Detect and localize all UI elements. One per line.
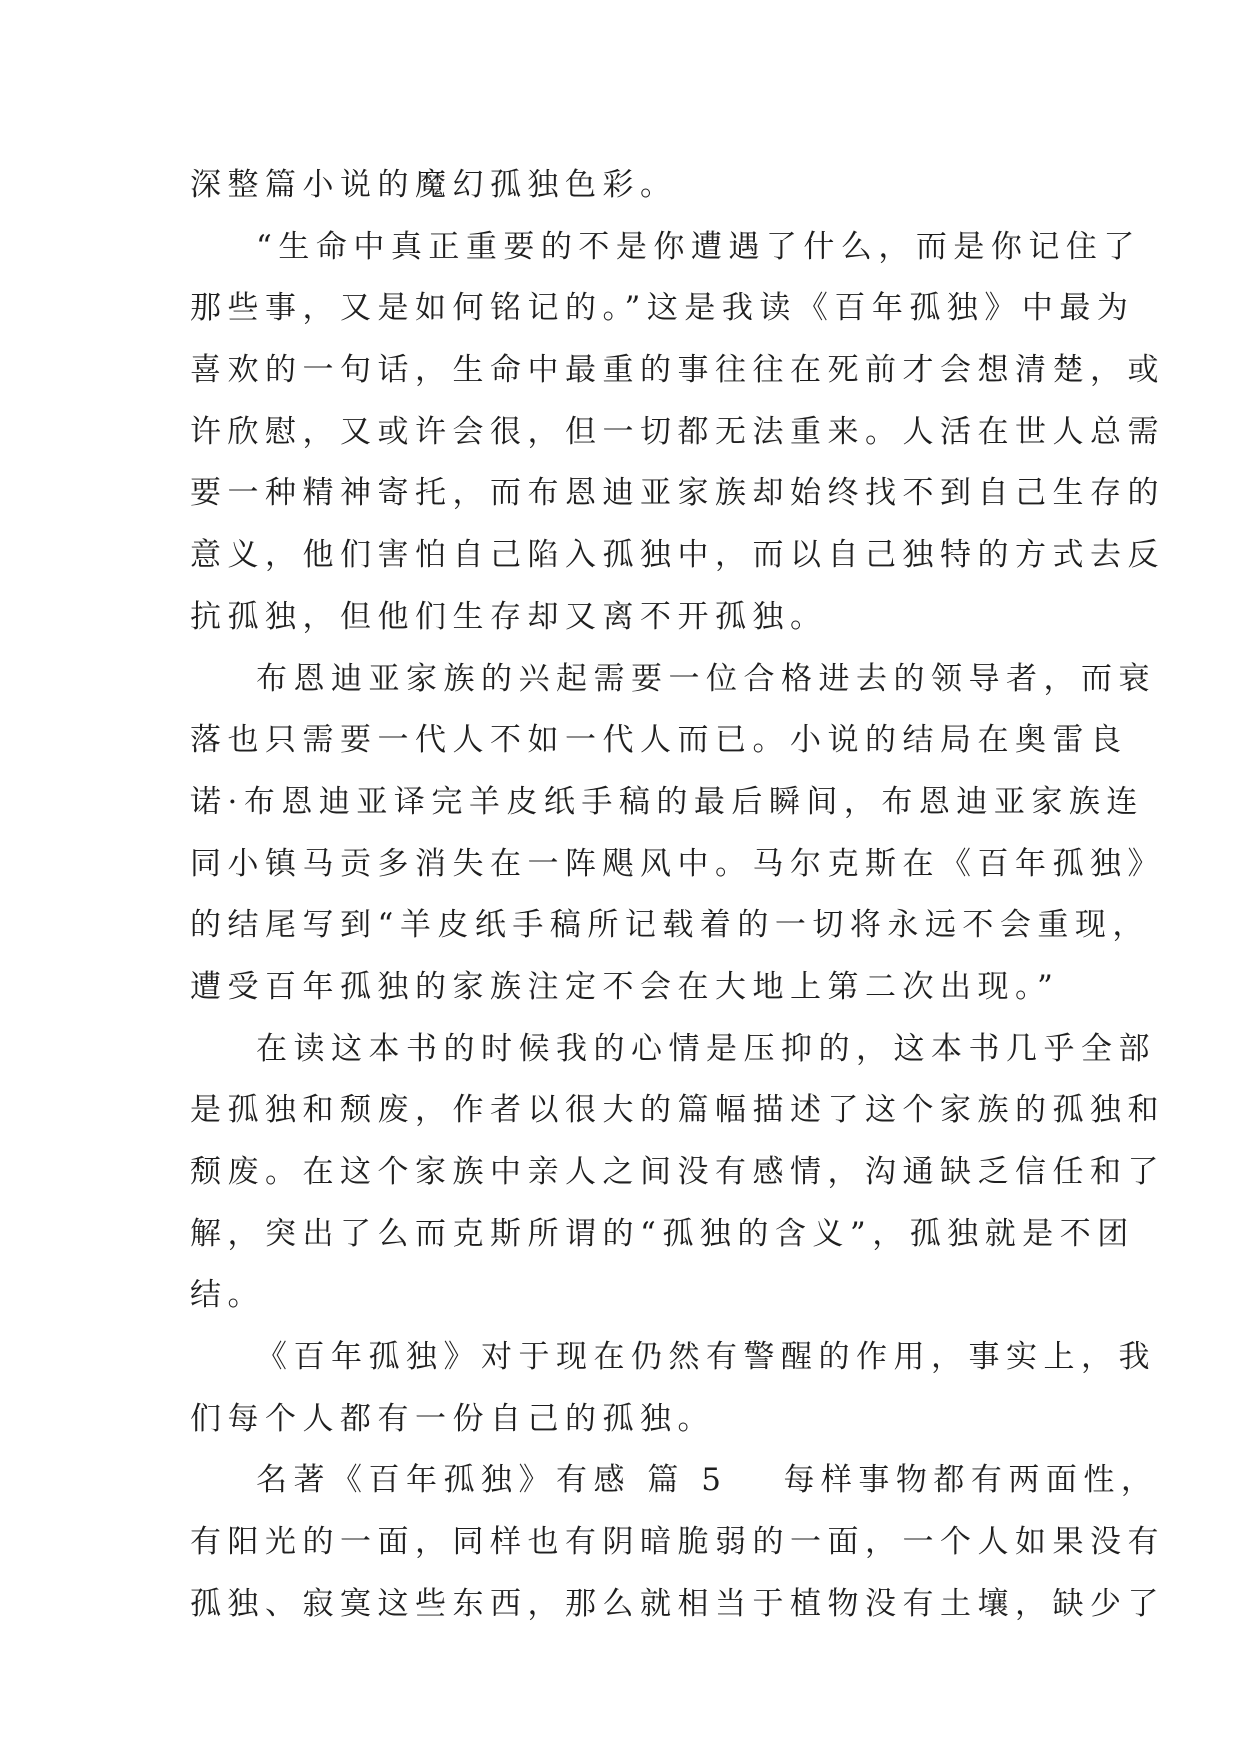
text-line: 解，突出了么而克斯所谓的“孤独的含义”，孤独就是不团 [190, 1215, 1135, 1252]
text-line: 在读这本书的时候我的心情是压抑的，这本书几乎全部 [256, 1030, 1156, 1067]
document-body [190, 155, 1165, 1636]
text-line: 深整篇小说的魔幻孤独色彩。 [190, 167, 678, 203]
text-line: 喜欢的一句话，生命中最重的事往往在死前才会想清楚，或 [190, 352, 1165, 389]
text-line: 许欣慰，又或许会很，但一切都无法重来。人活在世人总需 [190, 413, 1165, 450]
text-line: 同小镇马贡多消失在一阵飓风中。马尔克斯在《百年孤独》 [190, 845, 1165, 882]
text-line: 们每个人都有一份自己的孤独。 [190, 1400, 715, 1437]
text-line: 遭受百年孤独的家族注定不会在大地上第二次出现。” [190, 968, 1060, 1005]
text-line: 意义，他们害怕自己陷入孤独中，而以自己独特的方式去反 [190, 537, 1165, 574]
text-line: 布恩迪亚家族的兴起需要一位合格进去的领导者，而衰 [256, 660, 1156, 697]
text-line: 诺·布恩迪亚译完羊皮纸手稿的最后瞬间，布恩迪亚家族连 [190, 783, 1144, 820]
text-line: 《百年孤独》对于现在仍然有警醒的作用，事实上，我 [256, 1339, 1156, 1376]
text-line: 那些事，又是如何铭记的。”这是我读《百年孤独》中最为 [190, 290, 1135, 327]
text-line: 的结尾写到“羊皮纸手稿所记载着的一切将永远不会重现， [190, 907, 1150, 944]
text-line: 要一种精神寄托，而布恩迪亚家族却始终找不到自己生存的 [190, 475, 1165, 512]
text-line: “生命中真正重要的不是你遭遇了什么，而是你记住了 [256, 228, 1141, 265]
text-line: 落也只需要一代人不如一代人而已。小说的结局在奥雷良 [190, 722, 1128, 759]
text-line: 抗孤独，但他们生存却又离不开孤独。 [190, 598, 828, 635]
text-line: 是孤独和颓废，作者以很大的篇幅描述了这个家族的孤独和 [190, 1092, 1165, 1129]
text-line: 颓废。在这个家族中亲人之间没有感情，沟通缺乏信任和了 [190, 1154, 1165, 1190]
text-line: 结。 [190, 1277, 265, 1314]
section-heading-line [190, 1450, 1159, 1512]
text-line: 孤独、寂寞这些东西，那么就相当于植物没有土壤，缺少了 [190, 1585, 1165, 1622]
section-heading: 名著《百年孤独》有感 篇 5 [256, 1462, 728, 1499]
section-first-text: 每样事物都有两面性， [783, 1462, 1159, 1499]
text-line: 有阳光的一面，同样也有阴暗脆弱的一面，一个人如果没有 [190, 1524, 1165, 1561]
